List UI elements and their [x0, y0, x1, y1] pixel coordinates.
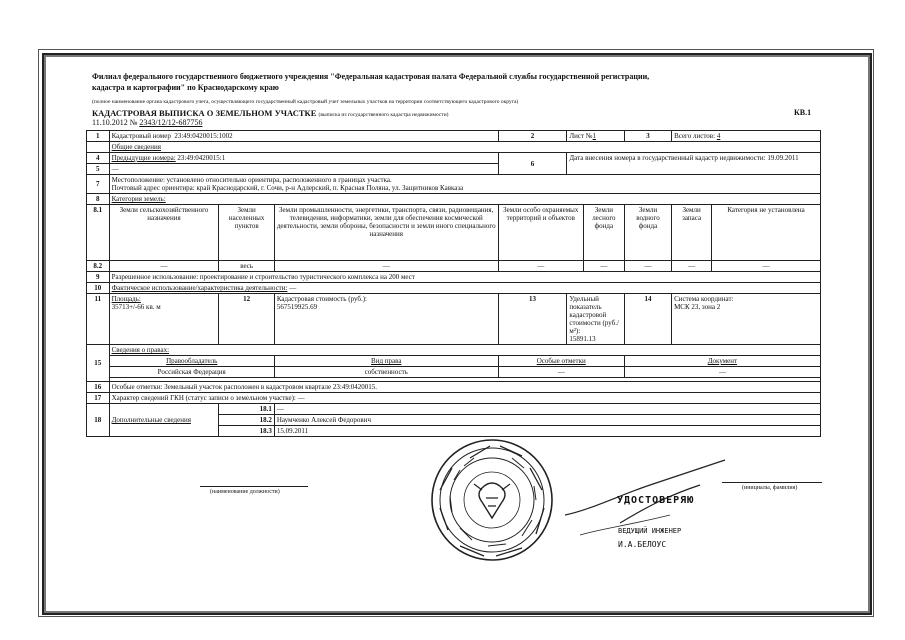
row-num: 12	[219, 294, 274, 345]
total-sheets-cell	[672, 131, 821, 142]
additional-info-label: Дополнительные сведения	[109, 404, 219, 437]
certify-role: ВЕДУЩИЙ ИНЖЕНЕР	[618, 527, 682, 535]
certify-name: И.А.БЕЛОУС	[618, 540, 667, 549]
special-notes: Особые отметки: Земельный участок расположен в кадастровом квартале 23:49:0420015.	[109, 382, 820, 393]
record-status-value: —	[297, 394, 305, 402]
rights-document: —	[624, 367, 820, 378]
subrow-num: 18.2	[219, 415, 274, 426]
row-8-1	[87, 205, 821, 261]
category-agricultural: Земли сельскохозяйственного назначения	[109, 205, 219, 261]
org-name-line2: кадастра и картографии" по Краснодарскому краю	[92, 83, 279, 92]
row-num: 8.2	[87, 261, 110, 272]
row-num: 8	[87, 194, 110, 205]
specific-value: 15891.13	[569, 335, 596, 343]
row-num: 5	[87, 164, 110, 175]
certify-text: УДОСТОВЕРЯЮ	[617, 495, 695, 506]
position-caption: (наименование должности)	[210, 489, 280, 495]
coordinate-system-value: МСК 23, зона 2	[674, 303, 721, 311]
row-num: 11	[87, 294, 110, 345]
cadastral-value-cell	[274, 294, 498, 345]
category-undefined: Категория не установлена	[712, 205, 821, 261]
row-num: 4	[87, 153, 110, 164]
land-category-label: Категория земель:	[109, 194, 820, 205]
row-5-value: —	[109, 164, 498, 175]
specific-value-label: Удельный показатель кадастровой стоимости (руб./м²):	[569, 295, 619, 335]
category-industry: Земли промышленности, энергетики, транспорта, связи, радиовещания, телевидения, информатики, земли для обеспечения космической деятельности, земли обороны, безопасности и земли иного специального назначения	[274, 205, 498, 261]
category-value: —	[624, 261, 671, 272]
registration-date-label: Дата внесения номера в государственный кадастр недвижимости:	[569, 154, 766, 162]
survey-date: 15.09.2011	[274, 426, 820, 437]
date-number-row	[92, 118, 202, 128]
total-sheets-label: Всего листов:	[674, 132, 716, 140]
rights-holder: Российская Федерация	[109, 367, 274, 378]
cadastral-number-label: Кадастровый номер	[111, 132, 171, 140]
document-title-note: (выписка из государственного кадастра недвижимости)	[318, 112, 449, 118]
general-row	[87, 142, 821, 153]
cadastral-engineer: Наумченко Алексей Федорович	[274, 415, 820, 426]
category-value: —	[672, 261, 712, 272]
row-num: 13	[498, 294, 567, 345]
row-num: 14	[624, 294, 671, 345]
coordinate-system-cell	[672, 294, 821, 345]
row-9	[87, 272, 821, 283]
cadastral-number-cell	[109, 131, 498, 142]
document-title: КАДАСТРОВАЯ ВЫПИСКА О ЗЕМЕЛЬНОМ УЧАСТКЕ	[92, 108, 317, 118]
org-name-line1: Филиал федерального государственного бюджетного учреждения "Федеральная кадастровая палата Федеральной службы государственной регистрации,	[92, 72, 650, 81]
row-num: 16	[87, 382, 110, 393]
row-num: 15	[87, 345, 110, 382]
category-value: весь	[219, 261, 274, 272]
general-info-heading: Общие сведения	[109, 142, 820, 153]
rights-header-notes: Особые отметки	[498, 356, 624, 367]
category-protected: Земли особо охраняемых территорий и объектов	[498, 205, 583, 261]
cadastral-value: 567519925.69	[276, 303, 318, 311]
row-num: 3	[624, 131, 671, 142]
registration-date-value: 19.09.2011	[767, 154, 799, 162]
category-value: —	[109, 261, 219, 272]
row-num: 6	[498, 153, 567, 175]
previous-numbers-label: Предыдущие номера:	[111, 154, 176, 162]
actual-use-cell	[109, 283, 820, 294]
area-cell	[109, 294, 219, 345]
specific-value-cell	[567, 294, 624, 345]
additional-18-1-value: —	[274, 404, 820, 415]
category-settlements: Земли населенных пунктов	[219, 205, 274, 261]
rights-label: Сведения о правах:	[109, 345, 820, 356]
row-num: 18	[87, 404, 110, 437]
row-17	[87, 393, 821, 404]
postal-address: Почтовый адрес ориентира: край Краснодарский, г. Сочи, р-н Адлерский, п. Красная Поляна, ул. Защитников Кавказа	[111, 184, 464, 192]
previous-numbers-value: 23:49:0420015:1	[177, 154, 226, 162]
name-caption: (инициалы, фамилия)	[742, 485, 798, 491]
form-code: КВ.1	[794, 108, 812, 117]
rights-header-type: Вид права	[274, 356, 498, 367]
row-num: 9	[87, 272, 110, 283]
actual-use-value: —	[289, 284, 297, 292]
row-11	[87, 294, 821, 345]
row-num: 2	[498, 131, 567, 142]
rights-value-row	[87, 367, 821, 378]
row-num: 8.1	[87, 205, 110, 261]
rights-header-holder: Правообладатель	[109, 356, 274, 367]
location-line: Местоположение: установлено относительно ориентира, расположенного в границах участка.	[111, 176, 392, 184]
sheet-label: Лист №	[569, 132, 593, 140]
category-value: —	[583, 261, 624, 272]
row-18-1	[87, 404, 821, 415]
cadastral-value-label: Кадастровая стоимость (руб.):	[276, 295, 367, 303]
permitted-use: Разрешенное использование: проектирование и строительство туристического комплекса на 200 мест	[109, 272, 820, 283]
subrow-num: 18.1	[219, 404, 274, 415]
category-water: Земли водного фонда	[624, 205, 671, 261]
org-caption: (полное наименование органа кадастрового учета, осуществляющего государственный кадастровый учет земельных участков на территории соответствующего кадастрового округа)	[92, 99, 519, 105]
official-seal-icon	[430, 438, 555, 563]
row-1	[87, 131, 821, 142]
issue-date: 11.10.2012 №	[92, 118, 138, 127]
rights-type: собственность	[274, 367, 498, 378]
total-sheets-value: 4	[716, 132, 721, 140]
row-num: 7	[87, 175, 110, 194]
row-num: 1	[87, 131, 110, 142]
document-number: 2343/12/12-687756	[139, 118, 203, 127]
row-num: 17	[87, 393, 110, 404]
coordinate-system-label: Система координат:	[674, 295, 734, 303]
sheet-cell	[567, 131, 624, 142]
row-16	[87, 382, 821, 393]
registration-date-cell	[567, 153, 821, 175]
cadastral-table	[86, 130, 821, 437]
area-value: 35713+/-66 кв. м	[111, 303, 161, 311]
subrow-num: 18.3	[219, 426, 274, 437]
record-status-label: Характер сведений ГКН (статус записи о земельном участке):	[111, 394, 296, 402]
previous-numbers-cell	[109, 153, 498, 164]
row-15	[87, 345, 821, 356]
category-value: —	[274, 261, 498, 272]
location-cell	[109, 175, 820, 194]
rights-notes: —	[498, 367, 624, 378]
record-status-cell	[109, 393, 820, 404]
row-10	[87, 283, 821, 294]
row-7	[87, 175, 821, 194]
row-8-2	[87, 261, 821, 272]
rights-header-document: Документ	[624, 356, 820, 367]
category-value: —	[498, 261, 583, 272]
category-value: —	[712, 261, 821, 272]
category-forest: Земли лесного фонда	[583, 205, 624, 261]
position-signature-line	[200, 486, 308, 487]
category-reserve: Земли запаса	[672, 205, 712, 261]
row-8	[87, 194, 821, 205]
actual-use: Фактическое использование/характеристика деятельности:	[111, 284, 288, 292]
area-label: Площадь:	[111, 295, 141, 303]
sheet-value: 1	[592, 132, 596, 140]
cadastral-number-value: 23:49:0420015:1002	[174, 132, 233, 140]
rights-header-row	[87, 356, 821, 367]
row-4	[87, 153, 821, 164]
row-num: 10	[87, 283, 110, 294]
